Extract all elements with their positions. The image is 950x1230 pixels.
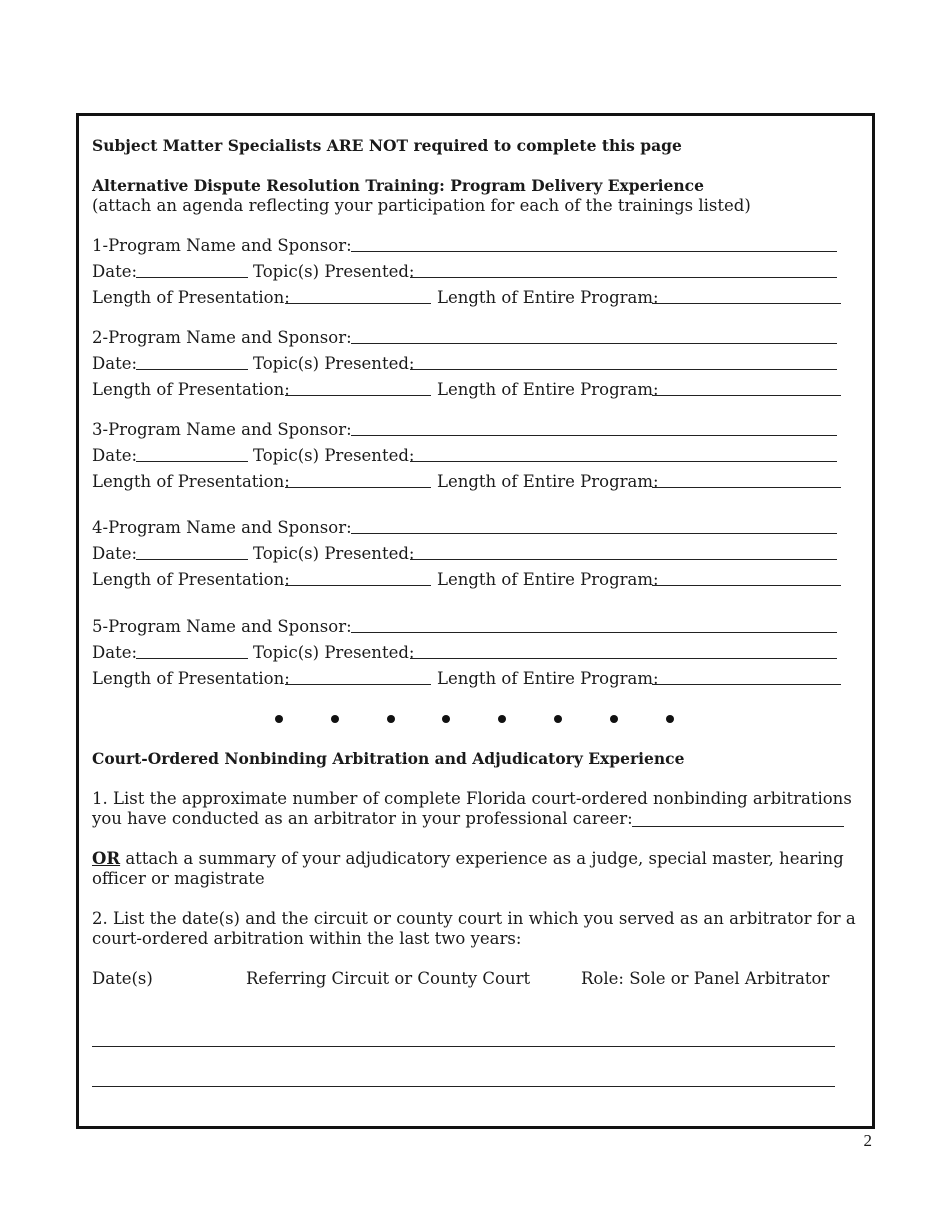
column-role: Role: Sole or Panel Arbitrator <box>581 969 830 988</box>
column-dates: Date(s) <box>92 969 153 988</box>
program-date-label: Date: <box>92 446 138 465</box>
question-2-line-1: 2. List the date(s) and the circuit or county court in which you served as an arbitrator for a <box>92 909 856 928</box>
program-topics-label: Topic(s) Presented: <box>253 262 415 281</box>
program-entire-label: Length of Entire Program: <box>437 288 659 307</box>
program-date-label: Date: <box>92 643 138 662</box>
arbitration-title: Court-Ordered Nonbinding Arbitration and Adjudicatory Experience <box>92 749 685 768</box>
program-entire-field[interactable] <box>652 684 841 685</box>
program-length-field[interactable] <box>285 395 431 396</box>
program-entire-label: Length of Entire Program: <box>437 472 659 491</box>
program-topics-label: Topic(s) Presented: <box>253 643 415 662</box>
program-name-label: 3-Program Name and Sponsor: <box>92 420 352 439</box>
program-date-field[interactable] <box>136 559 248 560</box>
program-topics-field[interactable] <box>410 559 837 560</box>
or-line-2: officer or magistrate <box>92 869 265 888</box>
program-length-field[interactable] <box>285 585 431 586</box>
program-length-label: Length of Presentation: <box>92 472 290 491</box>
program-length-field[interactable] <box>285 487 431 488</box>
separator-dot <box>331 715 339 723</box>
program-topics-label: Topic(s) Presented: <box>253 446 415 465</box>
program-topics-field[interactable] <box>410 461 837 462</box>
program-topics-field[interactable] <box>410 277 837 278</box>
program-date-field[interactable] <box>136 658 248 659</box>
program-topics-field[interactable] <box>410 658 837 659</box>
program-length-label: Length of Presentation: <box>92 570 290 589</box>
program-date-label: Date: <box>92 544 138 563</box>
program-date-label: Date: <box>92 354 138 373</box>
notice-text: Subject Matter Specialists ARE NOT required to complete this page <box>92 136 682 155</box>
question-1-line-2: you have conducted as an arbitrator in your professional career: <box>92 809 633 828</box>
program-date-field[interactable] <box>136 369 248 370</box>
program-length-label: Length of Presentation: <box>92 669 290 688</box>
program-entire-field[interactable] <box>652 487 841 488</box>
or-line-1 <box>92 849 844 869</box>
question-2-line-2: court-ordered arbitration within the last two years: <box>92 929 522 948</box>
program-entire-label: Length of Entire Program: <box>437 380 659 399</box>
program-name-field[interactable] <box>351 533 837 534</box>
question-1-line-1: 1. List the approximate number of complete Florida court-ordered nonbinding arbitrations <box>92 789 852 808</box>
program-length-label: Length of Presentation: <box>92 380 290 399</box>
arbitration-entry-line-1[interactable] <box>92 1046 835 1047</box>
separator-dot <box>610 715 618 723</box>
separator-dot <box>554 715 562 723</box>
program-entire-field[interactable] <box>652 303 841 304</box>
or-emphasis: OR <box>92 849 121 868</box>
separator-dot <box>666 715 674 723</box>
program-topics-label: Topic(s) Presented: <box>253 544 415 563</box>
program-entire-field[interactable] <box>652 585 841 586</box>
program-name-field[interactable] <box>351 343 837 344</box>
program-length-field[interactable] <box>285 303 431 304</box>
program-date-label: Date: <box>92 262 138 281</box>
program-date-field[interactable] <box>136 277 248 278</box>
program-name-field[interactable] <box>351 632 837 633</box>
page-number: 2 <box>863 1131 872 1150</box>
program-entire-label: Length of Entire Program: <box>437 570 659 589</box>
program-name-label: 4-Program Name and Sponsor: <box>92 518 352 537</box>
section-title: Alternative Dispute Resolution Training: Program Delivery Experience <box>92 176 704 195</box>
program-length-label: Length of Presentation: <box>92 288 290 307</box>
or-line-1-text: attach a summary of your adjudicatory experience as a judge, special master, hearing <box>120 849 844 868</box>
program-date-field[interactable] <box>136 461 248 462</box>
program-name-label: 1-Program Name and Sponsor: <box>92 236 352 255</box>
program-entire-label: Length of Entire Program: <box>437 669 659 688</box>
section-note: (attach an agenda reflecting your participation for each of the trainings listed) <box>92 196 751 215</box>
separator-dot <box>387 715 395 723</box>
arbitration-entry-line-2[interactable] <box>92 1086 835 1087</box>
program-name-field[interactable] <box>351 251 837 252</box>
program-name-field[interactable] <box>351 435 837 436</box>
program-entire-field[interactable] <box>652 395 841 396</box>
program-length-field[interactable] <box>285 684 431 685</box>
separator-dot <box>275 715 283 723</box>
column-court: Referring Circuit or County Court <box>246 969 531 988</box>
program-topics-label: Topic(s) Presented: <box>253 354 415 373</box>
program-name-label: 2-Program Name and Sponsor: <box>92 328 352 347</box>
program-name-label: 5-Program Name and Sponsor: <box>92 617 352 636</box>
arbitration-count-field[interactable] <box>632 826 844 827</box>
program-topics-field[interactable] <box>410 369 837 370</box>
